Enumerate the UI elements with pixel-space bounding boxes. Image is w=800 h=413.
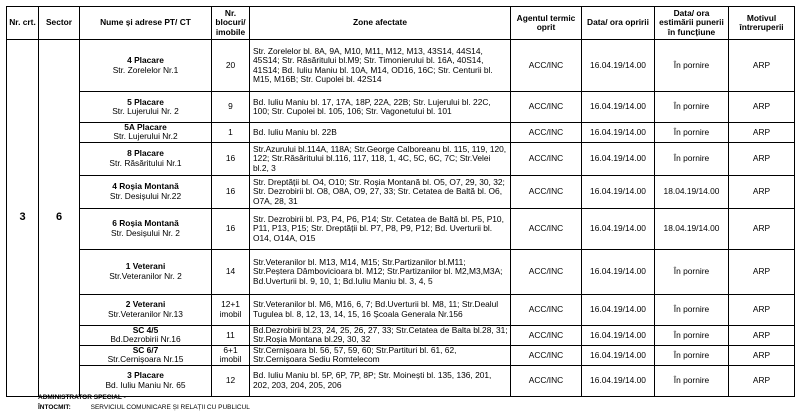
stop-datetime: 16.04.19/14.00 <box>582 249 655 294</box>
header-blocks: Nr. blocuri/ imobile <box>212 7 250 40</box>
header-affected-zones: Zone afectate <box>250 7 511 40</box>
interruption-reason: ARP <box>729 92 795 123</box>
header-name-address: Nume și adrese PT/ CT <box>80 7 212 40</box>
block-count: 16 <box>212 175 250 208</box>
header-estimated-restart: Data/ ora estimării punerii în funcțiune <box>655 7 729 40</box>
block-count: 1 <box>212 123 250 143</box>
station-address: Str. Desișului Nr.22 <box>109 190 182 201</box>
header-agent: Agentul termic oprit <box>511 7 582 40</box>
table-row <box>7 365 795 396</box>
agent-stopped: ACC/INC <box>511 365 582 396</box>
station-name: 1 Veterani <box>125 261 166 272</box>
station-name: 3 Placare <box>127 370 164 381</box>
agent-stopped: ACC/INC <box>511 294 582 325</box>
stop-datetime: 16.04.19/14.00 <box>582 365 655 396</box>
block-count: 20 <box>212 40 250 92</box>
block-count: 6+1 imobil <box>212 345 250 365</box>
estimated-restart: În pornire <box>655 123 729 143</box>
block-count: 12+1 imobil <box>212 294 250 325</box>
agent-stopped: ACC/INC <box>511 208 582 249</box>
interruption-reason: ARP <box>729 249 795 294</box>
table-row <box>7 142 795 175</box>
affected-zones: Str.Veteranilor bl. M13, M14, M15; Str.Partizanilor bl.M11; Str.Peștera Dâmbovicioara bl. M12; Str.Partizanilor bl. M2,M3,M3A; Bd.Uverturii bl. 9, 10, 1; Bd.Iuliu Maniu bl. 3, 4, 5 <box>250 249 511 294</box>
block-count: 16 <box>212 208 250 249</box>
table-row <box>7 325 795 345</box>
station-cell <box>80 40 212 92</box>
block-count: 12 <box>212 365 250 396</box>
table-row <box>7 345 795 365</box>
agent-stopped: ACC/INC <box>511 40 582 92</box>
station-address: Str. Lujerului Nr. 2 <box>112 106 179 116</box>
block-count: 11 <box>212 325 250 345</box>
header-sector: Sector <box>39 7 80 40</box>
station-address: Bd. Iuliu Maniu Nr. 65 <box>105 379 186 390</box>
estimated-restart: 18.04.19/14.00 <box>655 208 729 249</box>
station-cell <box>80 123 212 143</box>
station-cell <box>80 92 212 123</box>
sector-number: 6 <box>39 40 80 397</box>
affected-zones: Str. Dezrobirii bl. P3, P4, P6, P14; Str. Cetatea de Baltă bl. P5, P10, P11, P13, P15; Str. Dreptății bl. P7, P8, P9, P12; Bd. Uverturii bl. O14, O14A, O15 <box>250 208 511 249</box>
agent-stopped: ACC/INC <box>511 345 582 365</box>
estimated-restart: În pornire <box>655 345 729 365</box>
header-row <box>7 7 795 40</box>
table-row <box>7 40 795 92</box>
table-row <box>7 175 795 208</box>
table-row <box>7 208 795 249</box>
outage-table-container <box>6 6 794 397</box>
affected-zones: Bd. Iuliu Maniu bl. 5P, 6P, 7P, 8P; Str. Moinești bl. 135, 136, 201, 202, 203, 204, 205, 206 <box>250 365 511 396</box>
interruption-reason: ARP <box>729 365 795 396</box>
estimated-restart: În pornire <box>655 294 729 325</box>
footer-prepared-value: SERVICIUL COMUNICARE ȘI RELAȚII CU PUBLICUL <box>90 404 250 411</box>
affected-zones: Str.Cernișoara bl. 56, 57, 59, 60; Str.Partituri bl. 61, 62, Str.Cernișoara Sediu Romtelecom <box>250 345 511 365</box>
block-count: 9 <box>212 92 250 123</box>
station-address: Str. Răsăritului Nr.1 <box>109 157 182 168</box>
stop-datetime: 16.04.19/14.00 <box>582 345 655 365</box>
interruption-reason: ARP <box>729 345 795 365</box>
interruption-reason: ARP <box>729 175 795 208</box>
stop-datetime: 16.04.19/14.00 <box>582 294 655 325</box>
table-row <box>7 92 795 123</box>
station-address: Str.Cernișoara Nr.15 <box>107 354 184 365</box>
station-address: Str. Desișului Nr. 2 <box>111 227 180 238</box>
table-row <box>7 294 795 325</box>
station-address: Str. Zorelelor Nr.1 <box>112 64 179 75</box>
interruption-reason: ARP <box>729 123 795 143</box>
station-name: SC 6/7 <box>132 344 159 355</box>
station-cell <box>80 175 212 208</box>
estimated-restart: În pornire <box>655 325 729 345</box>
agent-stopped: ACC/INC <box>511 249 582 294</box>
stop-datetime: 16.04.19/14.00 <box>582 175 655 208</box>
station-cell <box>80 365 212 396</box>
station-name: 6 Roșia Montană <box>112 218 179 229</box>
table-row <box>7 123 795 143</box>
stop-datetime: 16.04.19/14.00 <box>582 92 655 123</box>
interruption-reason: ARP <box>729 294 795 325</box>
station-name: SC 4/5 <box>132 324 159 335</box>
header-reason: Motivul întreruperii <box>729 7 795 40</box>
agent-stopped: ACC/INC <box>511 142 582 175</box>
station-address: Bd.Dezrobirii Nr.16 <box>110 334 181 345</box>
station-cell <box>80 249 212 294</box>
station-name: 2 Veterani <box>125 299 166 310</box>
estimated-restart: În pornire <box>655 92 729 123</box>
interruption-reason: ARP <box>729 208 795 249</box>
table-row <box>7 249 795 294</box>
header-nr: Nr. crt. <box>7 7 39 40</box>
station-name: 8 Placare <box>127 148 164 159</box>
agent-stopped: ACC/INC <box>511 92 582 123</box>
station-name: 4 Placare <box>127 55 164 66</box>
estimated-restart: În pornire <box>655 142 729 175</box>
station-address: Str.Veteranilor Nr.13 <box>108 308 183 319</box>
station-cell <box>80 142 212 175</box>
footer-prepared-label: ÎNTOCMIT: <box>38 404 71 411</box>
table-body <box>7 40 795 397</box>
estimated-restart: În pornire <box>655 365 729 396</box>
affected-zones: Str.Veteranilor bl. M6, M16, 6, 7; Bd.Uverturii bl. M8, 11; Str.Dealul Tugulea bl. 8, 12, 13, 14, 15, 16 Școala Generala Nr.156 <box>250 294 511 325</box>
estimated-restart: 18.04.19/14.00 <box>655 175 729 208</box>
stop-datetime: 16.04.19/14.00 <box>582 208 655 249</box>
station-name: 5 Placare <box>127 96 164 107</box>
station-address: Str.Veteranilor Nr. 2 <box>109 270 182 281</box>
estimated-restart: În pornire <box>655 40 729 92</box>
interruption-reason: ARP <box>729 142 795 175</box>
outage-table <box>6 6 795 397</box>
interruption-reason: ARP <box>729 325 795 345</box>
station-name: 5A Placare <box>124 122 167 132</box>
agent-stopped: ACC/INC <box>511 175 582 208</box>
document-footer <box>38 393 250 413</box>
affected-zones: Bd. Iuliu Maniu bl. 22B <box>250 123 511 143</box>
station-address: Str. Lujerului Nr.2 <box>113 131 178 142</box>
stop-datetime: 16.04.19/14.00 <box>582 40 655 92</box>
affected-zones: Bd.Dezrobirii bl.23, 24, 25, 26, 27, 33; Str.Cetatea de Balta bl.28, 31; Str.Roșia Montana bl.29, 30, 32 <box>250 325 511 345</box>
station-cell <box>80 325 212 345</box>
stop-datetime: 16.04.19/14.00 <box>582 325 655 345</box>
header-stop-date: Data/ ora opririi <box>582 7 655 40</box>
affected-zones: Str. Zorelelor bl. 8A, 9A, M10, M11, M12, M13, 43S14, 44S14, 45S14; Str. Răsăritului bl.M9; Str. Timonierului bl. 16A, 40S14, 41S14; Bd. Iuliu Maniu bl. 10A, M14, OD16, 16C; Str. Centurii bl. M15, M16B; Str. Cupolei bl. 42S14 <box>250 40 511 92</box>
row-number: 3 <box>7 40 39 397</box>
station-name: 4 Roșia Montană <box>112 181 179 192</box>
interruption-reason: ARP <box>729 40 795 92</box>
block-count: 14 <box>212 249 250 294</box>
footer-administrator: ADMINISTRATOR SPECIAL - <box>38 394 126 401</box>
block-count: 16 <box>212 142 250 175</box>
station-cell <box>80 208 212 249</box>
agent-stopped: ACC/INC <box>511 325 582 345</box>
station-cell <box>80 345 212 365</box>
stop-datetime: 16.04.19/14.00 <box>582 142 655 175</box>
stop-datetime: 16.04.19/14.00 <box>582 123 655 143</box>
affected-zones: Bd. Iuliu Maniu bl. 17, 17A, 18P, 22A, 22B; Str. Lujerului bl. 22C, 100; Str. Cupolei bl. 105, 106; Str. Vagonetului bl. 101 <box>250 92 511 123</box>
estimated-restart: În pornire <box>655 249 729 294</box>
affected-zones: Str. Dreptății bl. O4, O10; Str. Roșia Montană bl. O5, O7, 29, 30, 32; Str. Dezrobirii bl. O8, O8A, O9, 27, 33; Str. Cetatea de Baltă bl. O6, O7A, 28, 31 <box>250 175 511 208</box>
station-cell <box>80 294 212 325</box>
agent-stopped: ACC/INC <box>511 123 582 143</box>
affected-zones: Str.Azurului bl.114A, 118A; Str.George Calboreanu bl. 115, 119, 120, 122; Str.Răsăritului bl.116, 117, 118, 1, 4C, 5C, 6C, 7C; Str.Velei bl.2, 3 <box>250 142 511 175</box>
